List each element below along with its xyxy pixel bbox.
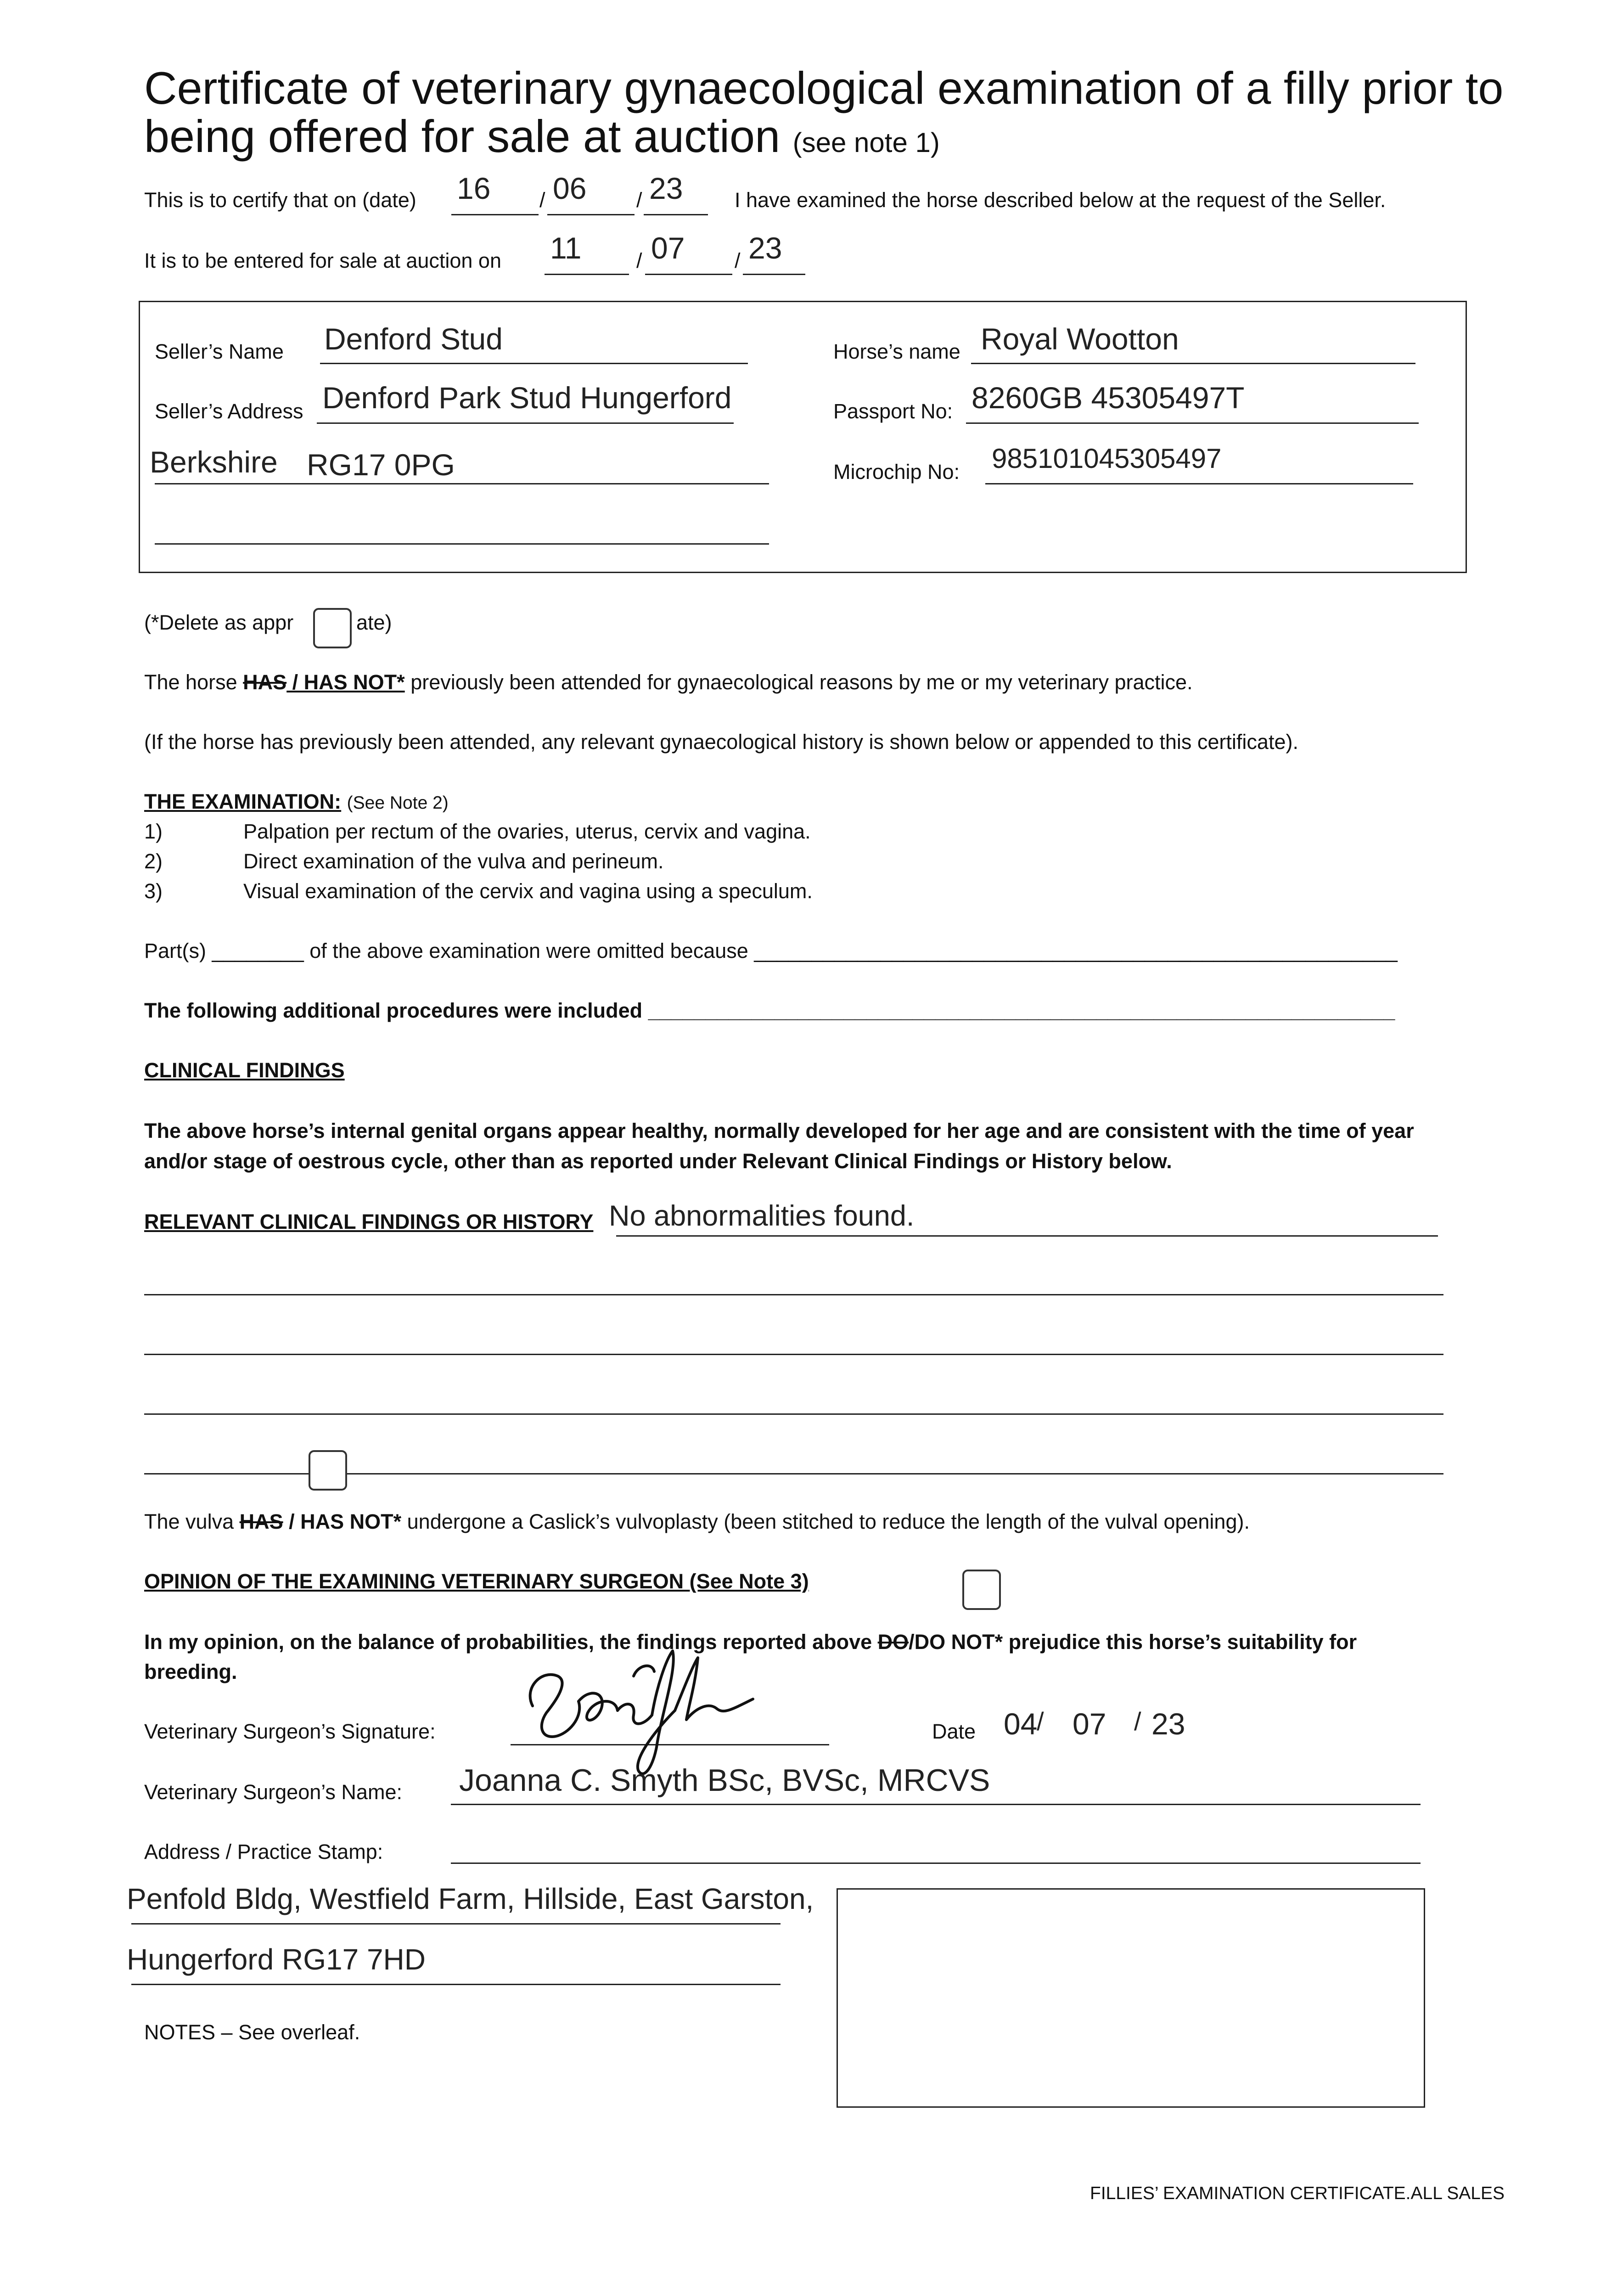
vulva-has-not: / HAS NOT* [283, 1510, 402, 1533]
microchip-field[interactable]: 985101045305497 [992, 443, 1222, 474]
attended-statement [144, 670, 1193, 694]
sign-date-sep2: / [1134, 1707, 1141, 1736]
practice-address-line [451, 1863, 1421, 1864]
relevant-findings-field[interactable]: No abnormalities found. [609, 1200, 915, 1232]
certify-prefix: This is to certify that on (date) [144, 188, 416, 212]
seller-name-line [320, 363, 748, 364]
exam-item-1-num: 1) [144, 820, 163, 843]
vulva-a: The vulva [144, 1510, 240, 1533]
clinical-para-1: The above horse’s internal genital organs appear healthy, normally developed for her age and are consistent with the time of year [144, 1119, 1414, 1142]
surgeon-name-line [451, 1804, 1421, 1805]
sale-year-line [743, 274, 805, 275]
exam-item-3-num: 3) [144, 879, 163, 903]
attended-has-not: / HAS NOT* [286, 670, 405, 694]
footer-text: FILLIES’ EXAMINATION CERTIFICATE.ALL SALES [1090, 2183, 1505, 2203]
microchip-line [985, 483, 1413, 484]
checkbox-1[interactable] [313, 608, 352, 648]
passport-field[interactable]: 8260GB 45305497T [972, 381, 1245, 415]
seller-name-label: Seller’s Name [155, 340, 284, 363]
certify-year[interactable]: 23 [649, 171, 683, 205]
certify-year-line [644, 214, 708, 215]
relevant-line-4 [144, 1413, 1443, 1415]
examination-note: (See Note 2) [347, 793, 449, 813]
title-line2: being offered for sale at auction [144, 111, 781, 162]
exam-item-2-text: Direct examination of the vulva and perineum. [243, 850, 664, 873]
page-title-line2 [144, 110, 940, 163]
exam-item-3-text: Visual examination of the cervix and vagina using a speculum. [243, 879, 813, 903]
checkbox-3[interactable] [962, 1570, 1001, 1610]
notes-text: NOTES – See overleaf. [144, 2020, 360, 2044]
horse-name-field[interactable]: Royal Wootton [981, 322, 1179, 356]
signature-image[interactable] [514, 1632, 771, 1784]
clinical-para-2: and/or stage of oestrous cycle, other than as reported under Relevant Clinical Findings or History below. [144, 1149, 1172, 1173]
seller-name-field[interactable]: Denford Stud [324, 322, 503, 356]
surgeon-name-field[interactable]: Joanna C. Smyth BSc, BVSc, MRCVS [459, 1763, 990, 1798]
delete-note-b: ate) [356, 611, 392, 634]
date-label: Date [932, 1720, 976, 1743]
relevant-heading: RELEVANT CLINICAL FINDINGS OR HISTORY [144, 1210, 594, 1233]
signature-label: Veterinary Surgeon’s Signature: [144, 1720, 436, 1743]
sale-month[interactable]: 07 [651, 231, 685, 265]
practice-address-line-2 [131, 1984, 781, 1985]
attended-b: previously been attended for gynaecological reasons by me or my veterinary practice. [404, 670, 1193, 694]
clinical-heading: CLINICAL FINDINGS [144, 1058, 345, 1082]
examination-heading-row [144, 790, 449, 814]
exam-item-1-text: Palpation per rectum of the ovaries, uterus, cervix and vagina. [243, 820, 811, 843]
sign-date-year[interactable]: 23 [1151, 1707, 1185, 1741]
sale-month-line [645, 274, 732, 275]
delete-note-a: (*Delete as appr [144, 611, 294, 634]
opinion-do-struck: DO [877, 1630, 909, 1654]
practice-address-label: Address / Practice Stamp: [144, 1840, 383, 1863]
seller-address-field-2a[interactable]: Berkshire [150, 445, 278, 479]
opinion-heading: OPINION OF THE EXAMINING VETERINARY SURGEON (See Note 3) [144, 1570, 809, 1593]
title-note: (see note 1) [792, 127, 940, 158]
practice-address-field-1[interactable]: Penfold Bldg, Westfield Farm, Hillside, East Garston, [127, 1882, 814, 1915]
opinion-line1b: /DO NOT* prejudice this horse’s suitability for [909, 1630, 1357, 1654]
certify-suffix: I have examined the horse described below at the request of the Seller. [735, 188, 1386, 212]
vulva-b: undergone a Caslick’s vulvoplasty (been stitched to reduce the length of the vulval opening). [401, 1510, 1250, 1533]
seller-address-line3 [155, 543, 769, 545]
practice-address-field-2[interactable]: Hungerford RG17 7HD [127, 1943, 426, 1976]
relevant-line-2 [144, 1294, 1443, 1295]
seller-address-line2 [155, 483, 769, 484]
additional-line: The following additional procedures were included _________________________________________________________________ [144, 999, 1395, 1022]
sign-date-sep1: / [1037, 1707, 1044, 1736]
sale-day[interactable]: 11 [550, 231, 582, 265]
sale-day-line [545, 274, 629, 275]
relevant-line-1 [616, 1235, 1438, 1237]
attended-has-struck: HAS [243, 670, 287, 694]
sign-date-day[interactable]: 04 [1004, 1707, 1038, 1741]
seller-address-line1 [317, 422, 734, 424]
passport-label: Passport No: [833, 400, 953, 423]
passport-line [966, 422, 1419, 424]
horse-name-label: Horse’s name [833, 340, 960, 363]
sale-year[interactable]: 23 [748, 231, 782, 265]
seller-address-field-1[interactable]: Denford Park Stud Hungerford [322, 381, 732, 415]
examination-heading: THE EXAMINATION: [144, 790, 342, 813]
practice-address-line-1 [131, 1923, 781, 1925]
exam-item-2-num: 2) [144, 850, 163, 873]
seller-address-label: Seller’s Address [155, 400, 303, 423]
certify-sep2: / [636, 188, 642, 212]
microchip-label: Microchip No: [833, 460, 960, 484]
certify-sep1: / [539, 188, 545, 212]
checkbox-2[interactable] [309, 1450, 347, 1491]
certify-month[interactable]: 06 [553, 171, 587, 205]
history-note: (If the horse has previously been attended, any relevant gynaecological history is shown below or appended to this certificate). [144, 730, 1298, 754]
certify-month-line [547, 214, 635, 215]
omitted-line: Part(s) ________ of the above examination were omitted because ________________________________________________________ [144, 939, 1398, 962]
page-title: Certificate of veterinary gynaecological examination of a filly prior to [144, 62, 1504, 113]
attended-a: The horse [144, 670, 237, 694]
practice-stamp-box [837, 1888, 1425, 2108]
relevant-line-3 [144, 1354, 1443, 1355]
horse-name-line [971, 363, 1415, 364]
vulva-has-struck: HAS [239, 1510, 283, 1533]
vulva-statement [144, 1510, 1250, 1534]
sale-sep1: / [636, 249, 642, 272]
surgeon-name-label: Veterinary Surgeon’s Name: [144, 1780, 402, 1804]
opinion-line1a: In my opinion, on the balance of probabilities, the findings reported above [144, 1630, 878, 1654]
seller-address-field-2b[interactable]: RG17 0PG [307, 448, 455, 482]
opinion-line-2: breeding. [144, 1660, 237, 1683]
sale-prefix: It is to be entered for sale at auction on [144, 249, 501, 272]
certify-day[interactable]: 16 [457, 171, 491, 205]
sign-date-month[interactable]: 07 [1073, 1707, 1106, 1741]
certify-day-line [451, 214, 539, 215]
sale-sep2: / [735, 249, 741, 272]
